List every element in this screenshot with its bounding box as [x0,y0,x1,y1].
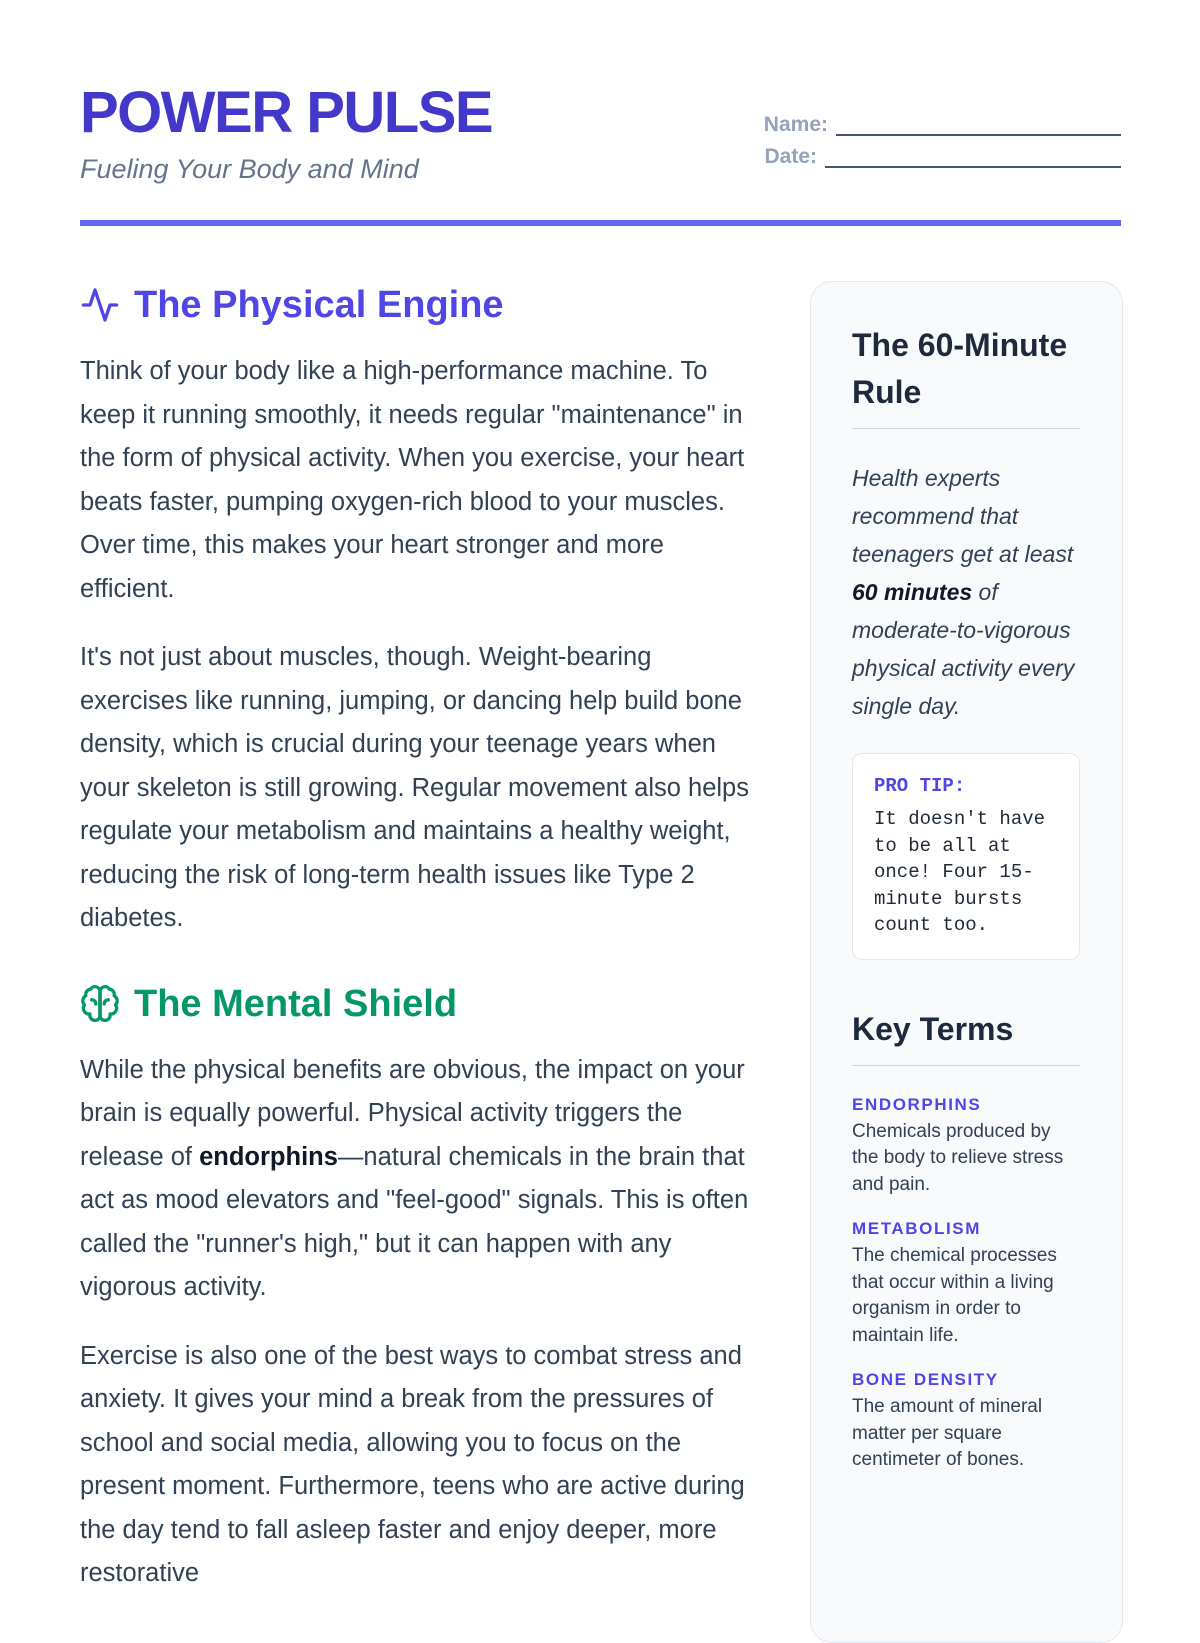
activity-pulse-icon [80,285,120,325]
main-column [80,280,758,1596]
date-blank-line[interactable] [825,148,1121,168]
paragraph-text: While the physical benefits are obvious, the impact on your brain is equally powerful. Physical activity triggers the release of [80,1055,745,1171]
page-subtitle: Fueling Your Body and Mind [80,154,419,184]
quote-text: of moderate-to-vigorous physical activity every single day. [852,579,1075,719]
date-label: Date: [764,145,817,168]
sidebar-content [852,322,1080,1474]
quote-text: Health experts recommend that teenagers get at least [852,465,1074,567]
sidebar-panel [810,281,1123,1643]
section-physical-engine [80,280,758,941]
term-name: ENDORPHINS [852,1094,982,1114]
name-label: Name: [763,113,828,136]
rule-title: The 60-Minute Rule [852,322,1080,429]
term-definition: Chemicals produced by the body to relieve stress and pain. [852,1120,1064,1195]
term-item [852,1218,1080,1349]
paragraph: Think of your body like a high-performance machine. To keep it running smoothly, it needs regular "maintenance" in the form of physical activity. When you exercise, your heart beats faster, pumping oxygen-rich blood to your muscles. Over time, this makes your heart stronger and more efficient. [80,357,745,603]
pro-tip-label: PRO TIP: [874,775,966,797]
page-title: POWER PULSE [80,80,493,145]
paragraph: It's not just about muscles, though. Weight-bearing exercises like running, jumping, or dancing help build bone density, which is crucial during your teenage years when your skeleton is still growing. Regular movement also helps regulate your metabolism and maintains a healthy weight, reducing the risk of long-term health issues like Type 2 diabetes. [80,643,749,932]
pro-tip-box [852,753,1080,960]
pro-tip-text: It doesn't have to be all at once! Four 15-minute bursts count too. [874,808,1046,936]
brain-icon [80,984,120,1024]
paragraph [80,1049,758,1310]
header-divider [80,220,1121,226]
worksheet-header [80,82,1121,232]
section-heading-text: The Mental Shield [134,982,458,1025]
bold-term: endorphins [199,1142,338,1171]
paragraph: Exercise is also one of the best ways to combat stress and anxiety. It gives your mind a break from the pressures of school and social media, allowing you to focus on the present moment. Furthermore, teens who are active during the day tend to fall asleep faster and enjoy deeper, more restorative [80,1341,745,1587]
section-heading [80,280,758,330]
section-heading [80,979,758,1029]
key-terms-title: Key Terms [852,1006,1080,1066]
term-item [852,1369,1080,1474]
term-item [852,1094,1080,1199]
section-heading-text: The Physical Engine [134,284,504,326]
name-blank-line[interactable] [836,116,1121,136]
quote-emphasis: 60 minutes [852,579,973,605]
rule-quote [852,459,1080,725]
name-field[interactable] [741,104,1121,136]
paragraph-text: —natural chemicals in the brain that act as mood elevators and "feel-good" signals. This is often called the "runner's high," but it can happen with any vigorous activity. [80,1142,749,1301]
term-definition: The amount of mineral matter per square centimeter of bones. [852,1396,1043,1470]
term-definition: The chemical processes that occur within a living organism in order to maintain life. [852,1245,1057,1346]
worksheet-page [80,0,1121,1600]
term-name: METABOLISM [852,1219,982,1238]
term-name: BONE DENSITY [852,1370,999,1389]
date-field[interactable] [741,136,1121,168]
student-info-fields [741,104,1121,168]
section-mental-shield [80,979,758,1596]
